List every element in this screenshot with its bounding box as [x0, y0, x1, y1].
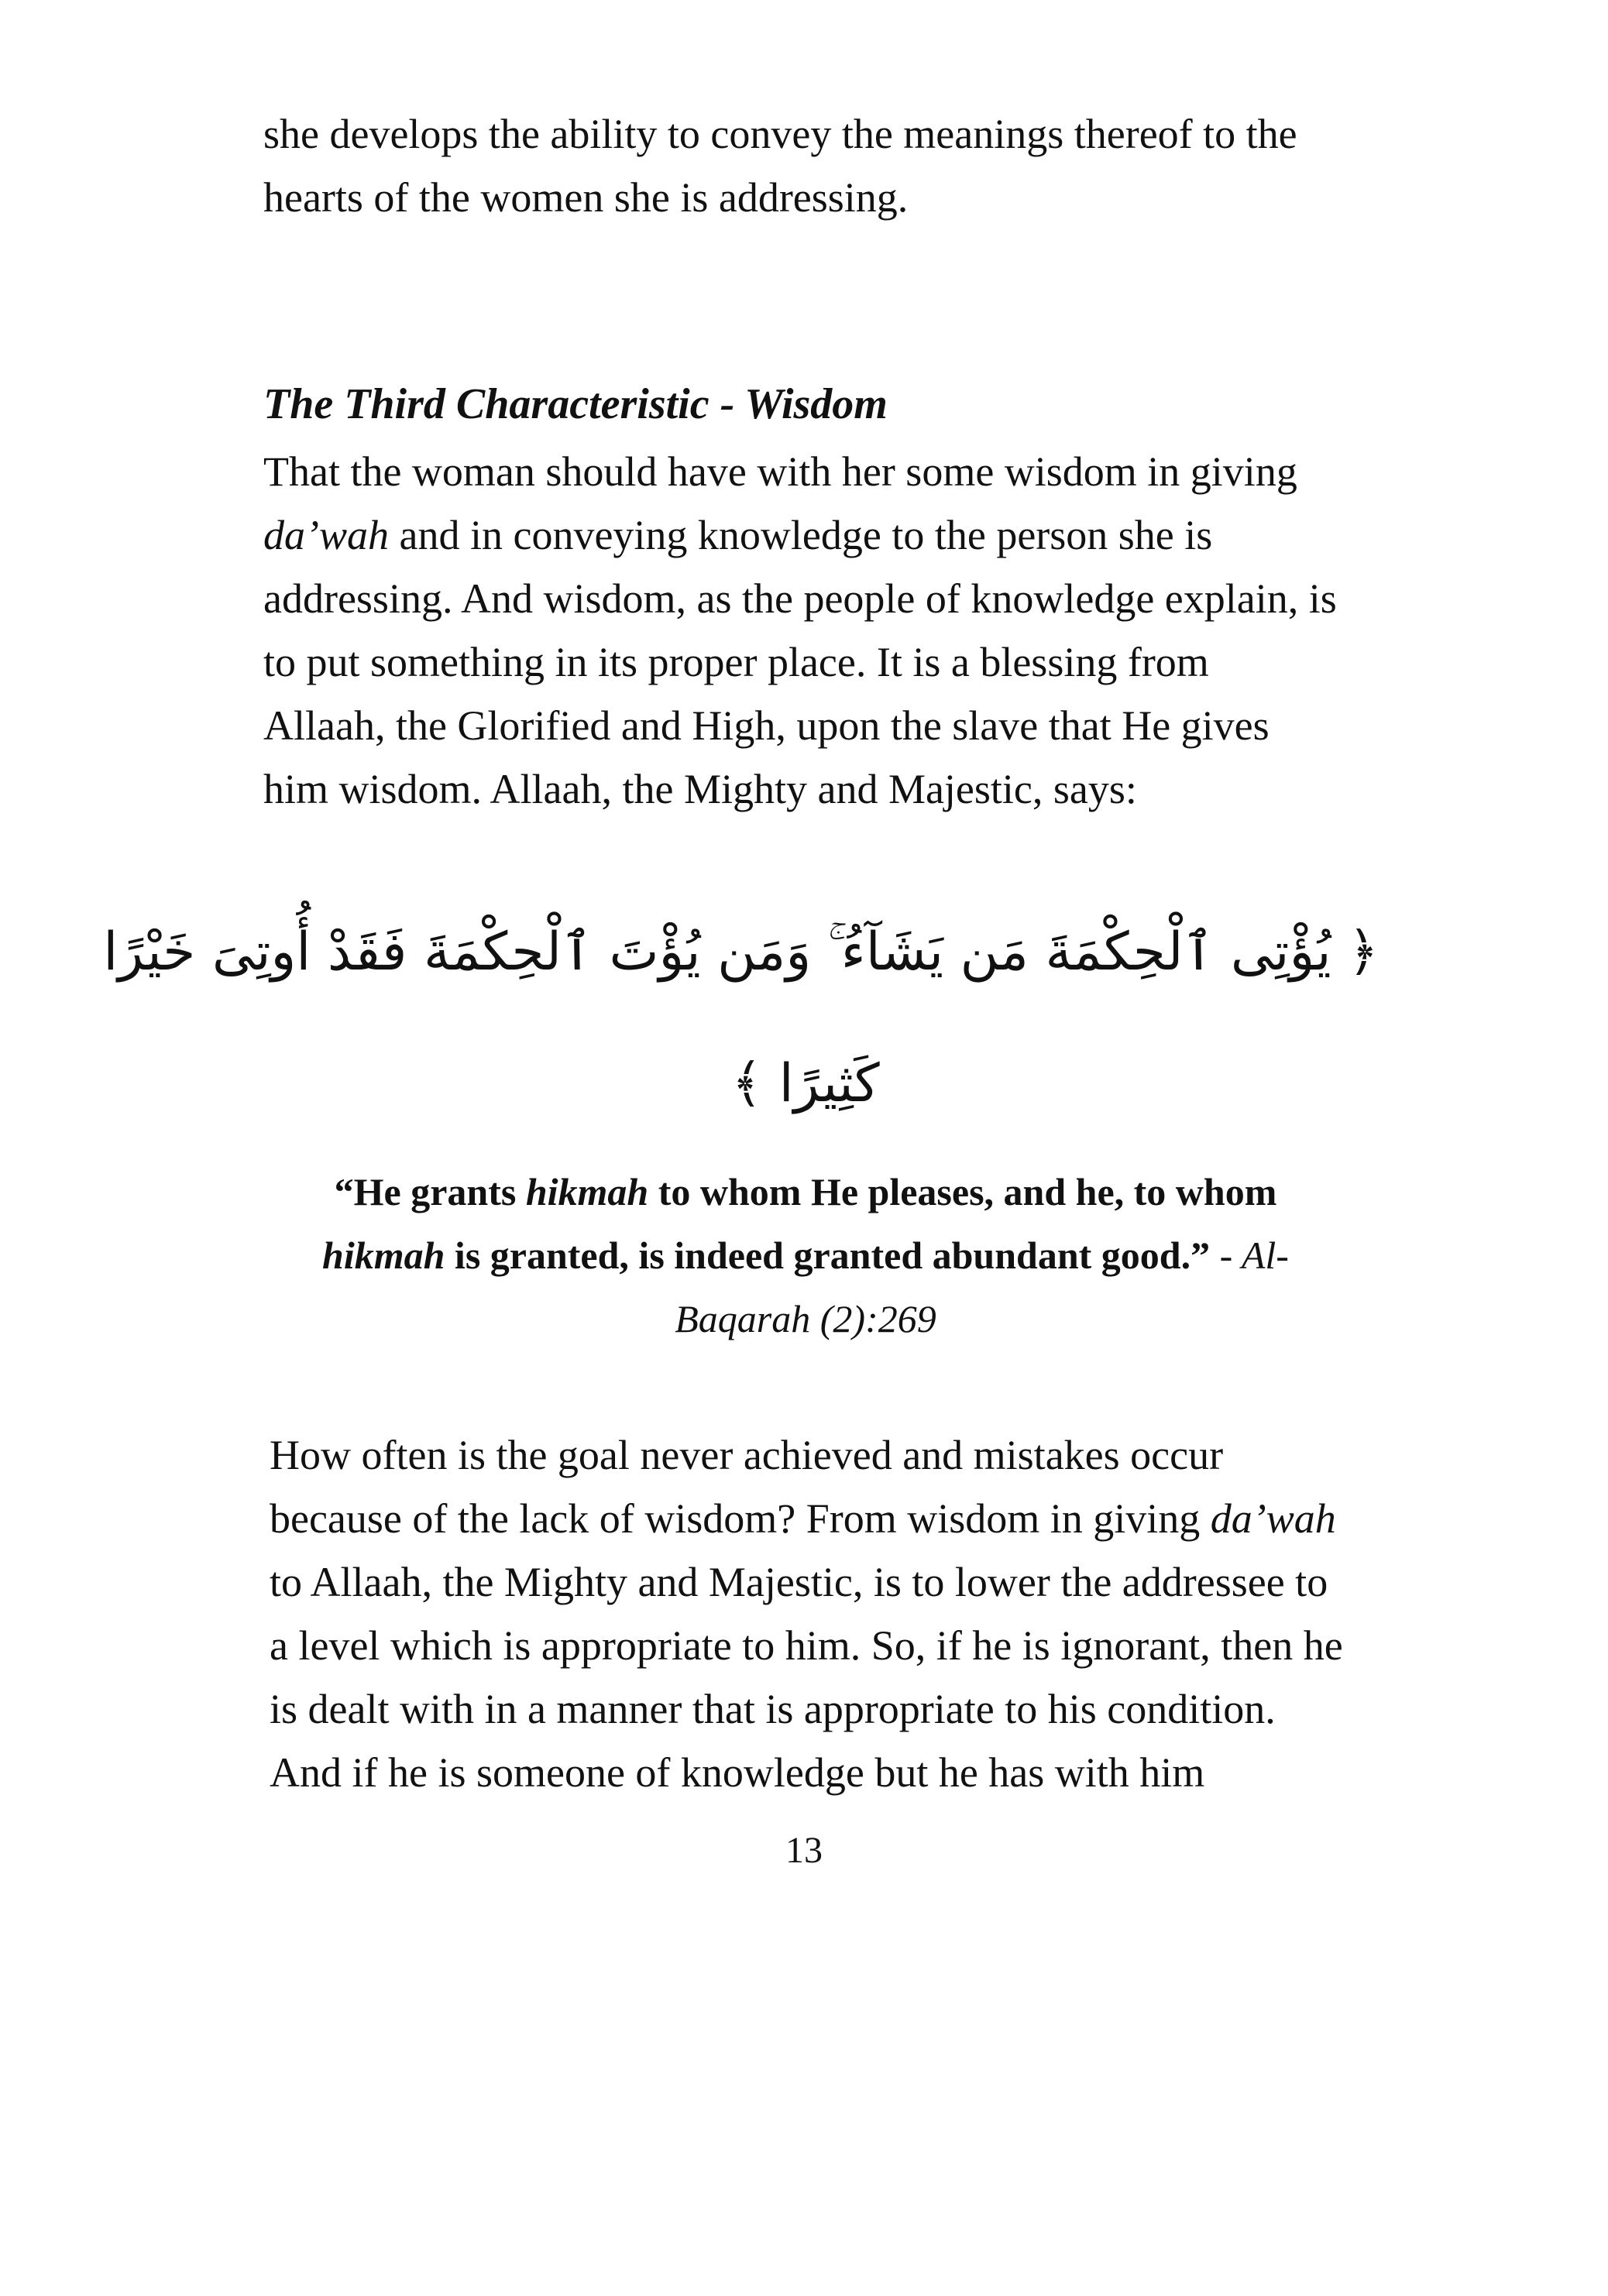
dawah-term: da’wah — [263, 512, 389, 558]
hikmah-term-1: hikmah — [525, 1170, 649, 1213]
translation-text-1a: “He grants — [334, 1170, 526, 1213]
closing-line-1: How often is the goal never achieved and mistakes occur — [270, 1432, 1224, 1478]
wisdom-line-5: Allaah, the Glorified and High, upon the slave that He gives — [263, 702, 1270, 749]
closing-paragraph — [270, 1423, 1400, 1804]
wisdom-line-2 — [263, 503, 1394, 567]
hikmah-term-2: hikmah — [322, 1234, 445, 1277]
intro-line-1: she develops the ability to convey the meanings thereof to the — [263, 111, 1297, 157]
verse-reference-start: - Al- — [1210, 1234, 1289, 1277]
wisdom-line-1: That the woman should have with her some wisdom in giving — [263, 448, 1297, 495]
dawah-term-2: da’wah — [1210, 1495, 1336, 1542]
closing-line-6: And if he is someone of knowledge but he has with him — [270, 1749, 1205, 1796]
closing-line-2 — [270, 1487, 1400, 1550]
intro-paragraph — [263, 102, 1394, 229]
verse-translation — [232, 1160, 1379, 1350]
wisdom-line-3: addressing. And wisdom, as the people of knowledge explain, is — [263, 575, 1337, 622]
closing-line-4: a level which is appropriate to him. So, if he is ignorant, then he — [270, 1622, 1343, 1669]
wisdom-paragraph — [263, 440, 1394, 821]
closing-line-2-text: because of the lack of wisdom? From wisdom in giving — [270, 1495, 1211, 1542]
closing-line-5: is dealt with in a manner that is appropriate to his condition. — [270, 1686, 1276, 1732]
verse-reference: Baqarah (2):269 — [675, 1297, 936, 1340]
translation-line-1 — [232, 1160, 1379, 1224]
wisdom-line-2-text: and in conveying knowledge to the person she is — [389, 512, 1213, 558]
arabic-verse-line-1: ﴿ يُؤْتِى ٱلْحِكْمَةَ مَن يَشَآءُ ۚ وَمَن يُؤْتَ ٱلْحِكْمَةَ فَقَدْ أُوتِىَ خَيْرًا — [103, 921, 1379, 983]
page-number: 13 — [785, 1830, 823, 1871]
arabic-verse-line-2: كَثِيرًا ﴾ — [731, 1053, 880, 1114]
translation-text-1c: to whom He pleases, and he, to whom — [648, 1170, 1277, 1213]
translation-text-2b: is granted, is indeed granted abundant good.” — [445, 1234, 1211, 1277]
wisdom-line-4: to put something in its proper place. It is a blessing from — [263, 639, 1209, 685]
wisdom-line-6: him wisdom. Allaah, the Mighty and Majestic, says: — [263, 766, 1137, 812]
section-heading: The Third Characteristic - Wisdom — [263, 380, 888, 428]
closing-line-3: to Allaah, the Mighty and Majestic, is to lower the addressee to — [270, 1559, 1328, 1605]
translation-line-2 — [232, 1224, 1379, 1287]
intro-line-2: hearts of the women she is addressing. — [263, 174, 909, 221]
